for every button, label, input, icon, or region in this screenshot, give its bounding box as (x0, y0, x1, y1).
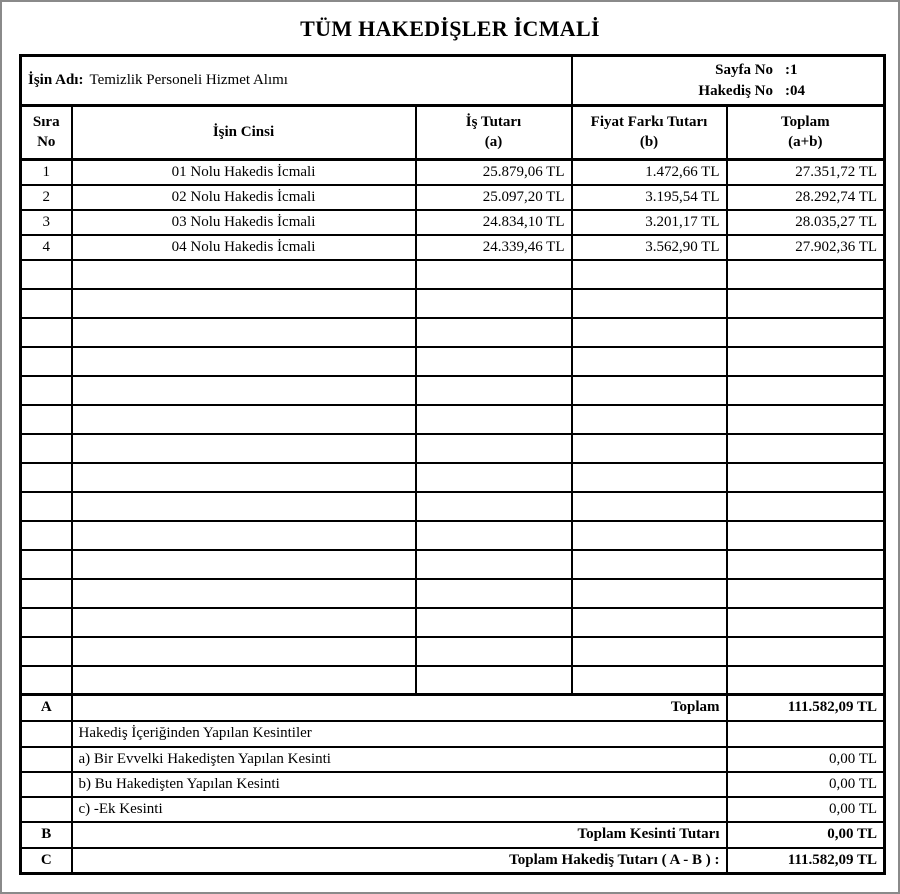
empty-cell (21, 747, 72, 772)
page-no-label: Sayfa No (715, 61, 774, 78)
work-amount-cell: 25.879,06 TL (416, 160, 572, 185)
empty-cell (572, 376, 727, 405)
empty-cell (72, 521, 416, 550)
total-row-a (21, 695, 885, 721)
empty-cell (21, 666, 72, 695)
deduction-value: 0,00 TL (727, 797, 885, 822)
work-amount-cell: 25.097,20 TL (416, 185, 572, 210)
empty-cell (572, 579, 727, 608)
total-deduction-label: Toplam Kesinti Tutarı (72, 822, 727, 848)
total-deduction-value: 0,00 TL (727, 822, 885, 848)
empty-table-row (21, 608, 885, 637)
deduction-row (21, 747, 885, 772)
project-name-value: Temizlik Personeli Hizmet Alımı (89, 72, 288, 88)
empty-cell (21, 434, 72, 463)
col-header-toplam-line1: Toplam (780, 114, 830, 130)
col-header-is-tutari (416, 106, 572, 160)
net-total-label: Toplam Hakediş Tutarı ( A - B ) : (72, 848, 727, 874)
work-type-cell: 03 Nolu Hakedis İcmali (72, 210, 416, 235)
empty-cell (21, 347, 72, 376)
empty-cell (72, 347, 416, 376)
empty-cell (727, 721, 885, 747)
empty-cell (21, 289, 72, 318)
table-row (21, 210, 885, 235)
empty-cell (572, 666, 727, 695)
empty-cell (21, 608, 72, 637)
empty-cell (572, 260, 727, 289)
deduction-label: b) Bu Hakedişten Yapılan Kesinti (72, 772, 727, 797)
empty-cell (572, 405, 727, 434)
deduction-value: 0,00 TL (727, 747, 885, 772)
work-amount-cell: 24.339,46 TL (416, 235, 572, 260)
empty-cell (416, 579, 572, 608)
deduction-label: a) Bir Evvelki Hakedişten Yapılan Kesinti (72, 747, 727, 772)
deduction-label: c) -Ek Kesinti (72, 797, 727, 822)
empty-cell (21, 405, 72, 434)
empty-cell (727, 579, 885, 608)
empty-cell (21, 492, 72, 521)
price-diff-cell: 3.195,54 TL (572, 185, 727, 210)
project-name-label: İşin Adı: (28, 72, 84, 88)
empty-cell (72, 318, 416, 347)
empty-table-row (21, 579, 885, 608)
hakedis-summary-table (19, 54, 886, 875)
empty-cell (21, 521, 72, 550)
row-letter-b: B (21, 822, 72, 848)
grand-total-label: Toplam (72, 695, 727, 721)
empty-cell (21, 318, 72, 347)
empty-cell (727, 376, 885, 405)
row-no-cell: 1 (21, 160, 72, 185)
empty-cell (727, 405, 885, 434)
empty-table-row (21, 260, 885, 289)
empty-cell (572, 463, 727, 492)
empty-cell (416, 463, 572, 492)
empty-table-row (21, 666, 885, 695)
deductions-header-label: Hakediş İçeriğinden Yapılan Kesintiler (72, 721, 727, 747)
row-no-cell: 4 (21, 235, 72, 260)
row-total-cell: 27.351,72 TL (727, 160, 885, 185)
table-row (21, 185, 885, 210)
empty-table-row (21, 405, 885, 434)
work-type-cell: 01 Nolu Hakedis İcmali (72, 160, 416, 185)
empty-cell (416, 405, 572, 434)
empty-table-row (21, 550, 885, 579)
empty-cell (72, 608, 416, 637)
empty-cell (572, 637, 727, 666)
empty-cell (416, 637, 572, 666)
empty-cell (416, 347, 572, 376)
empty-cell (21, 260, 72, 289)
table-row (21, 160, 885, 185)
col-header-sira-line2: No (37, 133, 56, 150)
work-amount-cell: 24.834,10 TL (416, 210, 572, 235)
empty-cell (21, 463, 72, 492)
empty-table-row (21, 463, 885, 492)
deduction-row (21, 797, 885, 822)
total-deduction-row-b (21, 822, 885, 848)
empty-cell (727, 492, 885, 521)
empty-cell (72, 434, 416, 463)
row-letter-a: A (21, 695, 72, 721)
empty-cell (72, 260, 416, 289)
empty-cell (72, 376, 416, 405)
col-header-isin-cinsi: İşin Cinsi (72, 106, 416, 160)
empty-cell (727, 347, 885, 376)
work-type-cell: 04 Nolu Hakedis İcmali (72, 235, 416, 260)
empty-cell (572, 521, 727, 550)
empty-cell (727, 318, 885, 347)
progress-no-value: :04 (785, 82, 806, 99)
net-total-value: 111.582,09 TL (727, 848, 885, 874)
project-name-cell (21, 56, 572, 106)
col-header-toplam-line2: (a+b) (788, 133, 823, 150)
empty-cell (727, 666, 885, 695)
work-type-cell: 02 Nolu Hakedis İcmali (72, 185, 416, 210)
empty-cell (72, 579, 416, 608)
col-header-is-tutari-line2: (a) (484, 133, 503, 150)
empty-cell (21, 797, 72, 822)
empty-cell (72, 666, 416, 695)
grand-total-value: 111.582,09 TL (727, 695, 885, 721)
empty-table-row (21, 289, 885, 318)
col-header-fiyat-farki-line2: (b) (639, 133, 659, 150)
col-header-fiyat-farki-line1: Fiyat Farkı Tutarı (590, 114, 708, 130)
empty-cell (416, 260, 572, 289)
info-row (21, 56, 885, 106)
row-no-cell: 3 (21, 210, 72, 235)
empty-cell (21, 579, 72, 608)
empty-cell (21, 376, 72, 405)
row-no-cell: 2 (21, 185, 72, 210)
deductions-header-row (21, 721, 885, 747)
col-header-is-tutari-line1: İş Tutarı (465, 114, 522, 130)
empty-cell (72, 405, 416, 434)
empty-cell (21, 721, 72, 747)
empty-cell (572, 550, 727, 579)
empty-table-row (21, 492, 885, 521)
deduction-row (21, 772, 885, 797)
price-diff-cell: 3.562,90 TL (572, 235, 727, 260)
empty-cell (727, 608, 885, 637)
empty-cell (72, 492, 416, 521)
progress-no-label: Hakediş No (698, 82, 774, 99)
page-info-block (579, 60, 806, 102)
empty-cell (72, 550, 416, 579)
empty-table-row (21, 318, 885, 347)
empty-cell (572, 347, 727, 376)
col-header-fiyat-farki (572, 106, 727, 160)
table-row (21, 235, 885, 260)
empty-cell (21, 637, 72, 666)
col-header-sira-line1: Sıra (32, 114, 60, 130)
row-letter-c: C (21, 848, 72, 874)
empty-cell (416, 666, 572, 695)
empty-cell (416, 550, 572, 579)
deduction-value: 0,00 TL (727, 772, 885, 797)
empty-table-row (21, 637, 885, 666)
empty-cell (572, 318, 727, 347)
price-diff-cell: 1.472,66 TL (572, 160, 727, 185)
empty-cell (21, 772, 72, 797)
empty-cell (416, 608, 572, 637)
empty-cell (416, 318, 572, 347)
empty-cell (572, 608, 727, 637)
empty-cell (72, 637, 416, 666)
empty-cell (727, 434, 885, 463)
empty-cell (727, 289, 885, 318)
net-total-row-c (21, 848, 885, 874)
empty-cell (572, 492, 727, 521)
empty-cell (727, 463, 885, 492)
empty-cell (416, 492, 572, 521)
empty-cell (416, 521, 572, 550)
empty-cell (416, 434, 572, 463)
empty-table-row (21, 347, 885, 376)
col-header-sira-no (21, 106, 72, 160)
empty-cell (21, 550, 72, 579)
empty-table-row (21, 521, 885, 550)
empty-cell (727, 637, 885, 666)
page-title: TÜM HAKEDİŞLER İCMALİ (300, 16, 600, 41)
row-total-cell: 28.035,27 TL (727, 210, 885, 235)
row-total-cell: 27.902,36 TL (727, 235, 885, 260)
empty-cell (416, 289, 572, 318)
empty-cell (72, 463, 416, 492)
empty-cell (727, 260, 885, 289)
col-header-toplam (727, 106, 885, 160)
page-info-cell (572, 56, 885, 106)
empty-rows-body (21, 260, 885, 695)
column-header-row (21, 106, 885, 160)
empty-table-row (21, 434, 885, 463)
row-total-cell: 28.292,74 TL (727, 185, 885, 210)
empty-cell (727, 550, 885, 579)
empty-cell (572, 289, 727, 318)
empty-table-row (21, 376, 885, 405)
empty-cell (727, 521, 885, 550)
empty-cell (72, 289, 416, 318)
price-diff-cell: 3.201,17 TL (572, 210, 727, 235)
empty-cell (416, 376, 572, 405)
empty-cell (572, 434, 727, 463)
page-no-value: :1 (785, 61, 798, 78)
